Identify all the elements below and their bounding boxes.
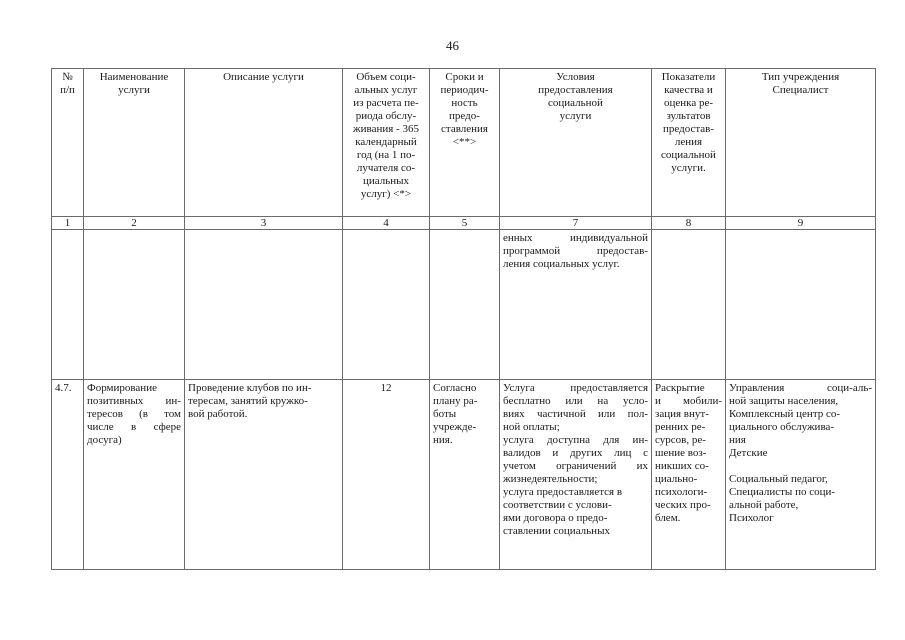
column-number: 3 bbox=[185, 217, 343, 230]
header-cell: № п/п bbox=[52, 69, 84, 217]
header-cell: Условия предоставления социальной услуги bbox=[500, 69, 652, 217]
service-description-cell: Проведение клубов по ин- тересам, занятий кружко- вой работой. bbox=[185, 380, 343, 570]
column-number: 4 bbox=[343, 217, 430, 230]
column-number: 8 bbox=[652, 217, 726, 230]
empty-cell bbox=[185, 230, 343, 380]
continuation-row bbox=[52, 230, 876, 380]
services-table bbox=[51, 68, 876, 570]
column-number: 2 bbox=[84, 217, 185, 230]
column-number: 1 bbox=[52, 217, 84, 230]
header-cell: Описание услуги bbox=[185, 69, 343, 217]
row-number: 4.7. bbox=[52, 380, 84, 570]
column-number-row bbox=[52, 217, 876, 230]
empty-cell bbox=[652, 230, 726, 380]
service-conditions-cell: Услуга предоставляется бесплатно или на усло- виях частичной или пол- ной оплаты; услуга доступна для ин- валидов и других лиц с учетом ограничений их жизнедеятельности; услуга предоставляется в соответствии с услови- ями договора о предо- ставлении социальных bbox=[500, 380, 652, 570]
service-institution-cell: Управления соци-аль- ной защиты населения, Комплексный центр со- циального обслужива- ния Детские Социальный педагог, Специалисты по соци- альной работе, Психолог bbox=[726, 380, 876, 570]
continuation-conditions-cell: енных индивидуальной программой предостав- ления социальных услуг. bbox=[500, 230, 652, 380]
column-number: 7 bbox=[500, 217, 652, 230]
page-number: 46 bbox=[446, 38, 459, 53]
header-cell: Наименование услуги bbox=[84, 69, 185, 217]
service-terms-cell: Согласно плану ра- боты учрежде- ния. bbox=[430, 380, 500, 570]
header-cell: Тип учреждения Специалист bbox=[726, 69, 876, 217]
header-cell: Сроки и периодич- ность предо- ставления <**> bbox=[430, 69, 500, 217]
header-cell: Показатели качества и оценка ре- зультатов предостав- ления социальной услуги. bbox=[652, 69, 726, 217]
empty-cell bbox=[343, 230, 430, 380]
column-number: 5 bbox=[430, 217, 500, 230]
empty-cell bbox=[430, 230, 500, 380]
table-row bbox=[52, 380, 876, 570]
header-cell: Объем соци- альных услуг из расчета пе- риода обслу- живания - 365 календарный год (на 1 по- лучателя со- циальных услуг) <*> bbox=[343, 69, 430, 217]
service-quality-cell: Раскрытие и мобили- зация внут- ренних ре- сурсов, ре- шение воз- никших со- циально- психологи- ческих про- блем. bbox=[652, 380, 726, 570]
column-number: 9 bbox=[726, 217, 876, 230]
table-header-row bbox=[52, 69, 876, 217]
service-name-cell: Формирование позитивных ин- тересов (в том числе в сфере досуга) bbox=[84, 380, 185, 570]
empty-cell bbox=[84, 230, 185, 380]
service-volume-cell: 12 bbox=[343, 380, 430, 570]
empty-cell bbox=[52, 230, 84, 380]
empty-cell bbox=[726, 230, 876, 380]
